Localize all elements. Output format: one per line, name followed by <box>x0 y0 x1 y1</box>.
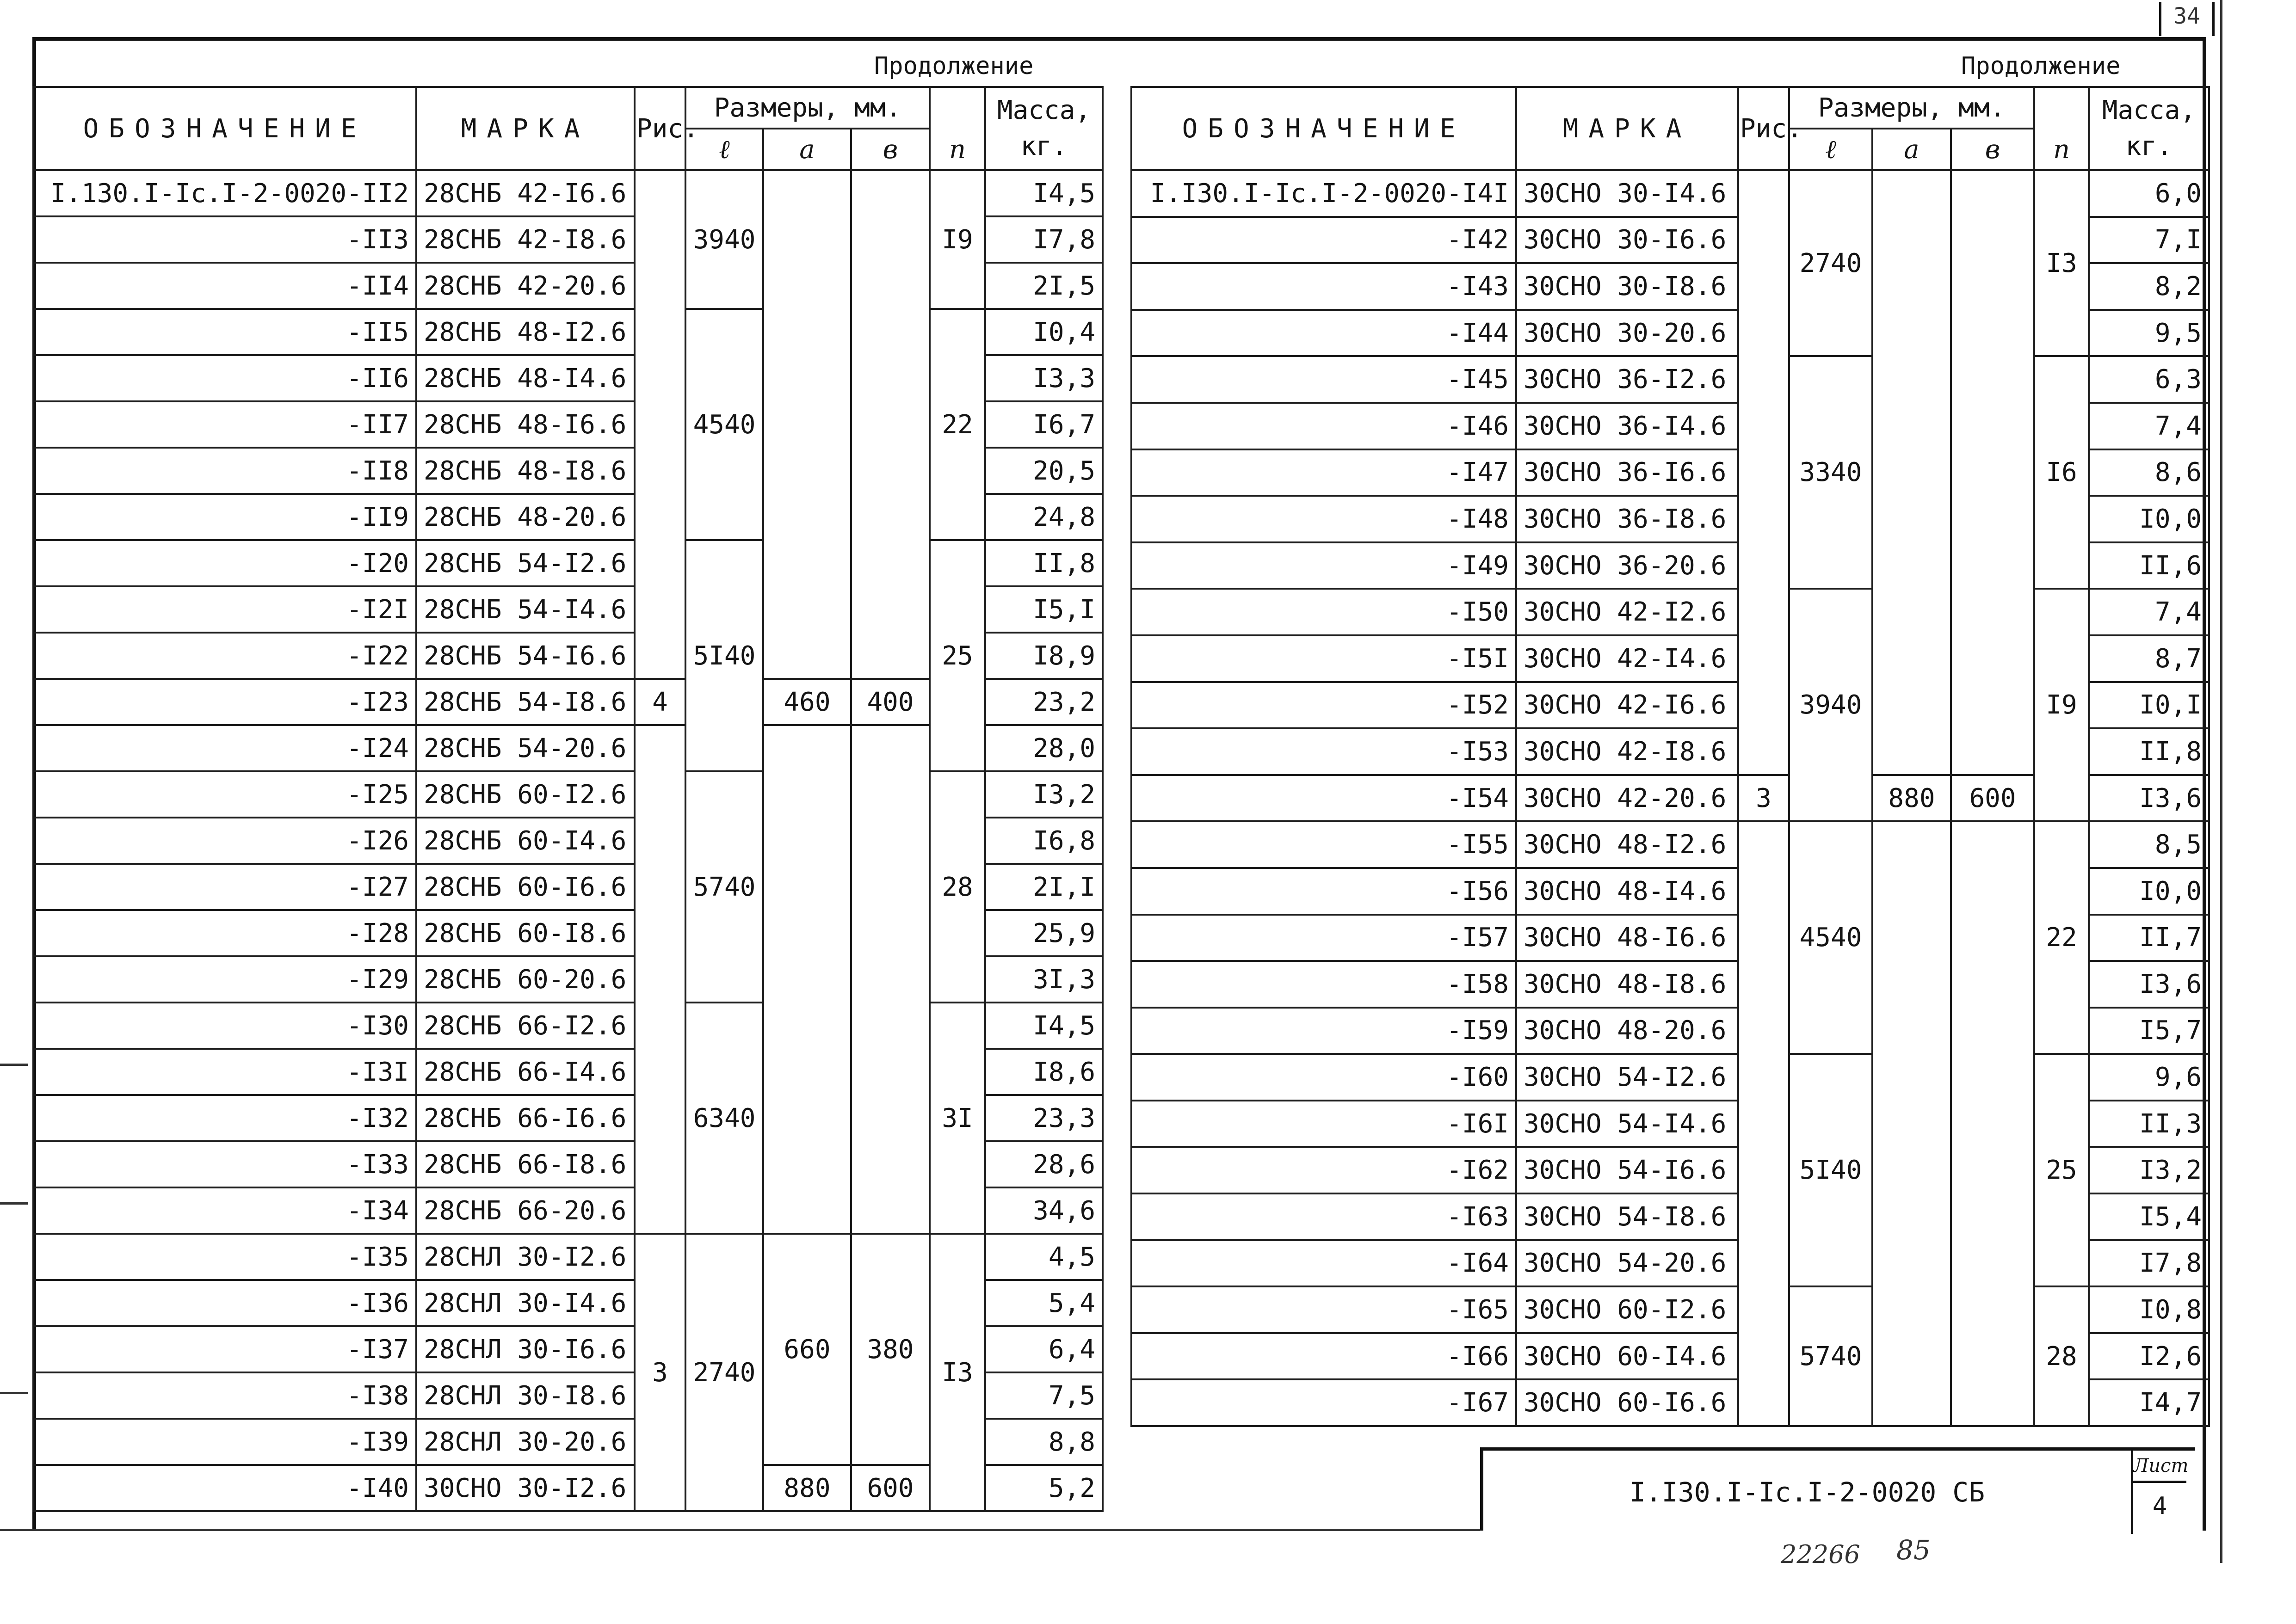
left-mass-cell: 2I,5 <box>985 263 1103 309</box>
right-mass-cell: 7,4 <box>2089 403 2209 449</box>
left-mark-cell: 28СНБ 48-I4.6 <box>416 355 635 401</box>
left-mass-cell: 6,4 <box>985 1326 1103 1372</box>
right-edge-line <box>2220 0 2222 1563</box>
right-designation-cell: -I66 <box>1131 1333 1516 1380</box>
left-designation-cell: -I40 <box>33 1465 416 1511</box>
left-n-cell: 25 <box>930 540 985 771</box>
right-mark-cell: 30СНО 48-I6.6 <box>1516 915 1738 961</box>
right-designation-cell: -I63 <box>1131 1193 1516 1240</box>
left-l-cell: 5I40 <box>685 540 763 771</box>
left-mark-cell: 28СНБ 60-I4.6 <box>416 818 635 864</box>
right-mark-cell: 30СНО 36-I8.6 <box>1516 496 1738 542</box>
left-fig-cell: 4 <box>635 679 685 725</box>
left-table-row <box>33 170 1103 216</box>
right-l-cell: 5I40 <box>1789 1054 1872 1286</box>
corner-sheet-number: 34 <box>2159 2 2215 36</box>
sheet-label: Лист <box>2131 1451 2186 1483</box>
left-b-cell <box>851 170 930 679</box>
left-mark-cell: 28СНБ 60-I8.6 <box>416 910 635 956</box>
left-mass-cell: 5,2 <box>985 1465 1103 1511</box>
left-designation-cell: -I30 <box>33 1003 416 1049</box>
left-designation-cell: -II5 <box>33 309 416 355</box>
left-mark-cell: 28СНЛ 30-I6.6 <box>416 1326 635 1372</box>
right-mark-cell: 30СНО 60-I6.6 <box>1516 1379 1738 1426</box>
left-mark-cell: 28СНБ 66-I4.6 <box>416 1049 635 1095</box>
right-mass-cell: 9,5 <box>2089 310 2209 357</box>
right-designation-cell: -I46 <box>1131 403 1516 449</box>
left-a-cell: 660 <box>763 1234 851 1465</box>
right-mark-cell: 30СНО 42-20.6 <box>1516 775 1738 822</box>
left-mass-cell: I5,I <box>985 586 1103 633</box>
right-designation-cell: -I64 <box>1131 1240 1516 1287</box>
left-fig-cell <box>635 170 685 679</box>
document-code: I.I30.I-Ic.I-2-0020 СБ <box>1629 1476 1985 1508</box>
left-mass-cell: I6,8 <box>985 818 1103 864</box>
right-designation-cell: -I67 <box>1131 1379 1516 1426</box>
left-mass-cell: 24,8 <box>985 494 1103 540</box>
left-a-cell <box>763 170 851 679</box>
right-header-n: n <box>2034 87 2089 170</box>
right-mass-cell: I0,0 <box>2089 496 2209 542</box>
right-mark-cell: 30СНО 36-20.6 <box>1516 542 1738 589</box>
left-mass-cell: 34,6 <box>985 1187 1103 1234</box>
right-header-l: ℓ <box>1789 129 1872 170</box>
right-mark-cell: 30СНО 54-I4.6 <box>1516 1101 1738 1147</box>
left-mark-cell: 30СНО 30-I2.6 <box>416 1465 635 1511</box>
left-mark-cell: 28СНБ 66-I8.6 <box>416 1141 635 1187</box>
right-mass-cell: I5,7 <box>2089 1008 2209 1054</box>
right-designation-cell: -I60 <box>1131 1054 1516 1101</box>
left-mark-cell: 28СНЛ 30-I2.6 <box>416 1234 635 1280</box>
right-mass-cell: I0,I <box>2089 682 2209 729</box>
left-mass-cell: 23,2 <box>985 679 1103 725</box>
left-header-mark: МАРКА <box>416 87 635 170</box>
left-designation-cell: -I2I <box>33 586 416 633</box>
right-l-cell: 5740 <box>1789 1286 1872 1426</box>
right-designation-cell: -I65 <box>1131 1286 1516 1333</box>
right-designation-cell: -I56 <box>1131 868 1516 915</box>
left-designation-cell: -II6 <box>33 355 416 401</box>
left-mass-cell: I4,5 <box>985 1003 1103 1049</box>
left-mass-cell: I6,7 <box>985 401 1103 448</box>
right-l-cell: 3340 <box>1789 356 1872 589</box>
left-designation-cell: -I32 <box>33 1095 416 1141</box>
right-designation-cell: -I47 <box>1131 449 1516 496</box>
right-mass-cell: II,6 <box>2089 542 2209 589</box>
left-a-cell <box>763 725 851 1234</box>
right-mass-cell: I0,0 <box>2089 868 2209 915</box>
left-designation-cell: -I24 <box>33 725 416 771</box>
left-b-cell: 400 <box>851 679 930 725</box>
right-mass-cell: 8,6 <box>2089 449 2209 496</box>
archive-page: 85 <box>1896 1534 1931 1566</box>
right-l-cell: 3940 <box>1789 589 1872 821</box>
left-mark-cell: 28СНБ 54-20.6 <box>416 725 635 771</box>
left-mark-cell: 28СНБ 66-I6.6 <box>416 1095 635 1141</box>
right-b-cell: 600 <box>1951 775 2034 822</box>
left-mark-cell: 28СНБ 60-I2.6 <box>416 771 635 818</box>
right-b-cell <box>1951 170 2034 775</box>
left-designation-cell: -II8 <box>33 448 416 494</box>
edge-mark <box>0 1064 28 1066</box>
left-mass-cell: II,8 <box>985 540 1103 586</box>
right-continuation-label: Продолжение <box>1961 52 2121 80</box>
left-a-cell: 880 <box>763 1465 851 1511</box>
archive-number: 22266 <box>1781 1540 1860 1569</box>
right-mark-cell: 30СНО 30-I6.6 <box>1516 217 1738 264</box>
left-table-row <box>33 771 1103 818</box>
right-designation-cell: -I62 <box>1131 1147 1516 1193</box>
left-spec-table <box>32 86 1104 1512</box>
right-mark-cell: 30СНО 54-I6.6 <box>1516 1147 1738 1193</box>
left-table-row <box>33 1003 1103 1049</box>
left-fig-cell <box>635 725 685 1234</box>
right-mark-cell: 30СНО 48-20.6 <box>1516 1008 1738 1054</box>
left-designation-cell: -I36 <box>33 1280 416 1326</box>
right-mass-cell: 7,4 <box>2089 589 2209 635</box>
left-mass-cell: I4,5 <box>985 170 1103 216</box>
right-header-mark: МАРКА <box>1516 87 1738 170</box>
right-mass-cell: 6,0 <box>2089 170 2209 217</box>
left-header-designation: ОБОЗНАЧЕНИЕ <box>33 87 416 170</box>
left-designation-cell: -II3 <box>33 216 416 263</box>
left-mass-cell: 2I,I <box>985 864 1103 910</box>
right-mass-cell: II,7 <box>2089 915 2209 961</box>
left-mark-cell: 28СНБ 60-I6.6 <box>416 864 635 910</box>
left-n-cell: 3I <box>930 1003 985 1234</box>
right-mark-cell: 30СНО 60-I2.6 <box>1516 1286 1738 1333</box>
left-mark-cell: 28СНБ 54-I6.6 <box>416 633 635 679</box>
left-mass-cell: I0,4 <box>985 309 1103 355</box>
left-mark-cell: 28СНЛ 30-I8.6 <box>416 1372 635 1419</box>
left-l-cell: 5740 <box>685 771 763 1003</box>
left-n-cell: I3 <box>930 1234 985 1511</box>
left-header-fig: Рис. <box>635 87 685 170</box>
left-designation-cell: -I39 <box>33 1419 416 1465</box>
left-mark-cell: 28СНБ 48-I6.6 <box>416 401 635 448</box>
right-mark-cell: 30СНО 54-I8.6 <box>1516 1193 1738 1240</box>
right-mark-cell: 30СНО 42-I2.6 <box>1516 589 1738 635</box>
left-continuation-label: Продолжение <box>874 52 1034 80</box>
left-mass-cell: 4,5 <box>985 1234 1103 1280</box>
left-designation-cell: -I34 <box>33 1187 416 1234</box>
right-mark-cell: 30СНО 30-I8.6 <box>1516 263 1738 310</box>
left-mass-cell: 7,5 <box>985 1372 1103 1419</box>
right-header-designation: ОБОЗНАЧЕНИЕ <box>1131 87 1516 170</box>
left-designation-cell: -II9 <box>33 494 416 540</box>
left-designation-cell: -II7 <box>33 401 416 448</box>
right-header-dims: Размеры, мм. <box>1789 87 2034 129</box>
right-designation-cell: -I58 <box>1131 961 1516 1008</box>
right-designation-cell: I.I30.I-Ic.I-2-0020-I4I <box>1131 170 1516 217</box>
right-designation-cell: -I52 <box>1131 682 1516 729</box>
left-mark-cell: 28СНБ 60-20.6 <box>416 956 635 1003</box>
right-mass-cell: 7,I <box>2089 217 2209 264</box>
left-mass-cell: 20,5 <box>985 448 1103 494</box>
left-header-a: a <box>763 129 851 170</box>
right-l-cell: 4540 <box>1789 821 1872 1054</box>
edge-mark <box>0 1202 28 1205</box>
right-mass-cell: I5,4 <box>2089 1193 2209 1240</box>
left-designation-cell: -I26 <box>33 818 416 864</box>
left-mark-cell: 28СНБ 66-I2.6 <box>416 1003 635 1049</box>
right-mass-cell: 6,3 <box>2089 356 2209 403</box>
right-designation-cell: -I57 <box>1131 915 1516 961</box>
left-mass-cell: 28,0 <box>985 725 1103 771</box>
left-l-cell: 2740 <box>685 1234 763 1511</box>
right-n-cell: 25 <box>2034 1054 2089 1286</box>
left-designation-cell: -I29 <box>33 956 416 1003</box>
left-mark-cell: 28СНБ 42-20.6 <box>416 263 635 309</box>
left-designation-cell: -I3I <box>33 1049 416 1095</box>
left-n-cell: 22 <box>930 309 985 540</box>
right-header-row <box>1131 87 2209 129</box>
right-b-cell <box>1951 821 2034 1426</box>
right-mass-cell: I3,2 <box>2089 1147 2209 1193</box>
right-designation-cell: -I44 <box>1131 310 1516 357</box>
left-mass-cell: 3I,3 <box>985 956 1103 1003</box>
left-n-cell: 28 <box>930 771 985 1003</box>
right-table-row <box>1131 821 2209 868</box>
right-header-mass: Масса, кг. <box>2089 87 2209 170</box>
right-l-cell: 2740 <box>1789 170 1872 356</box>
right-mass-cell: I7,8 <box>2089 1240 2209 1287</box>
left-l-cell: 4540 <box>685 309 763 540</box>
left-a-cell: 460 <box>763 679 851 725</box>
right-designation-cell: -I45 <box>1131 356 1516 403</box>
right-mass-cell: 9,6 <box>2089 1054 2209 1101</box>
right-header-b: в <box>1951 129 2034 170</box>
left-mass-cell: I3,3 <box>985 355 1103 401</box>
right-designation-cell: -I49 <box>1131 542 1516 589</box>
title-block <box>1480 1447 2195 1531</box>
left-fig-cell: 3 <box>635 1234 685 1511</box>
right-designation-cell: -I43 <box>1131 263 1516 310</box>
right-header-fig: Рис. <box>1738 87 1789 170</box>
right-designation-cell: -I42 <box>1131 217 1516 264</box>
right-mark-cell: 30СНО 30-I4.6 <box>1516 170 1738 217</box>
left-b-cell <box>851 725 930 1234</box>
left-mark-cell: 28СНБ 54-I8.6 <box>416 679 635 725</box>
right-table-row <box>1131 1286 2209 1333</box>
right-mass-cell: 8,7 <box>2089 635 2209 682</box>
left-mass-cell: 5,4 <box>985 1280 1103 1326</box>
right-table-row <box>1131 170 2209 217</box>
left-designation-cell: -I20 <box>33 540 416 586</box>
left-header-n: n <box>930 87 985 170</box>
left-designation-cell: -I37 <box>33 1326 416 1372</box>
sheet-number: 4 <box>2131 1483 2186 1534</box>
right-designation-cell: -I50 <box>1131 589 1516 635</box>
left-b-cell: 600 <box>851 1465 930 1511</box>
left-header-mass: Масса, кг. <box>985 87 1103 170</box>
right-spec-table <box>1130 86 2210 1427</box>
left-header-dims: Размеры, мм. <box>685 87 930 129</box>
right-fig-cell <box>1738 170 1789 775</box>
left-table-row <box>33 540 1103 586</box>
right-n-cell: 22 <box>2034 821 2089 1054</box>
left-mark-cell: 28СНБ 54-I2.6 <box>416 540 635 586</box>
right-mass-cell: 8,5 <box>2089 821 2209 868</box>
right-fig-cell <box>1738 821 1789 1426</box>
right-mark-cell: 30СНО 42-I4.6 <box>1516 635 1738 682</box>
left-designation-cell: -I33 <box>33 1141 416 1187</box>
left-mark-cell: 28СНБ 48-I2.6 <box>416 309 635 355</box>
right-designation-cell: -I59 <box>1131 1008 1516 1054</box>
left-mass-cell: 28,6 <box>985 1141 1103 1187</box>
left-mass-cell: 23,3 <box>985 1095 1103 1141</box>
left-mark-cell: 28СНБ 48-20.6 <box>416 494 635 540</box>
left-table-row <box>33 1234 1103 1280</box>
right-a-cell <box>1872 821 1951 1426</box>
right-mass-cell: I2,6 <box>2089 1333 2209 1380</box>
left-designation-cell: -I22 <box>33 633 416 679</box>
right-mass-cell: II,8 <box>2089 728 2209 775</box>
left-mass-cell: I8,9 <box>985 633 1103 679</box>
right-mass-cell: I3,6 <box>2089 775 2209 822</box>
left-mark-cell: 28СНБ 42-I6.6 <box>416 170 635 216</box>
right-mass-cell: I3,6 <box>2089 961 2209 1008</box>
right-mark-cell: 30СНО 48-I8.6 <box>1516 961 1738 1008</box>
right-fig-cell: 3 <box>1738 775 1789 822</box>
left-mass-cell: I8,6 <box>985 1049 1103 1095</box>
left-mark-cell: 28СНБ 66-20.6 <box>416 1187 635 1234</box>
right-table-row <box>1131 1054 2209 1101</box>
left-l-cell: 3940 <box>685 170 763 309</box>
right-n-cell: I3 <box>2034 170 2089 356</box>
right-mark-cell: 30СНО 48-I4.6 <box>1516 868 1738 915</box>
right-mass-cell: I0,8 <box>2089 1286 2209 1333</box>
right-a-cell: 880 <box>1872 775 1951 822</box>
right-mark-cell: 30СНО 60-I4.6 <box>1516 1333 1738 1380</box>
right-table-row <box>1131 356 2209 403</box>
left-header-b: в <box>851 129 930 170</box>
right-mass-cell: I4,7 <box>2089 1379 2209 1426</box>
right-n-cell: I6 <box>2034 356 2089 589</box>
right-mark-cell: 30СНО 36-I6.6 <box>1516 449 1738 496</box>
left-table-row <box>33 309 1103 355</box>
right-header-a: a <box>1872 129 1951 170</box>
right-mark-cell: 30СНО 42-I6.6 <box>1516 682 1738 729</box>
left-mass-cell: I7,8 <box>985 216 1103 263</box>
right-mark-cell: 30СНО 30-20.6 <box>1516 310 1738 357</box>
left-header-row <box>33 87 1103 129</box>
left-designation-cell: -I28 <box>33 910 416 956</box>
right-mark-cell: 30СНО 42-I8.6 <box>1516 728 1738 775</box>
left-mark-cell: 28СНБ 48-I8.6 <box>416 448 635 494</box>
right-mark-cell: 30СНО 36-I2.6 <box>1516 356 1738 403</box>
right-designation-cell: -I55 <box>1131 821 1516 868</box>
right-mark-cell: 30СНО 54-I2.6 <box>1516 1054 1738 1101</box>
right-mark-cell: 30СНО 54-20.6 <box>1516 1240 1738 1287</box>
right-mass-cell: 8,2 <box>2089 263 2209 310</box>
right-mark-cell: 30СНО 36-I4.6 <box>1516 403 1738 449</box>
right-designation-cell: -I5I <box>1131 635 1516 682</box>
left-mass-cell: 25,9 <box>985 910 1103 956</box>
right-designation-cell: -I48 <box>1131 496 1516 542</box>
right-mark-cell: 30СНО 48-I2.6 <box>1516 821 1738 868</box>
left-designation-cell: -II4 <box>33 263 416 309</box>
left-mark-cell: 28СНЛ 30-I4.6 <box>416 1280 635 1326</box>
bottom-border-line <box>0 1529 1480 1531</box>
left-mass-cell: I3,2 <box>985 771 1103 818</box>
left-designation-cell: -I35 <box>33 1234 416 1280</box>
left-mark-cell: 28СНБ 54-I4.6 <box>416 586 635 633</box>
right-table-row <box>1131 589 2209 635</box>
edge-mark <box>0 1392 28 1394</box>
left-header-l: ℓ <box>685 129 763 170</box>
right-n-cell: I9 <box>2034 589 2089 821</box>
left-mark-cell: 28СНЛ 30-20.6 <box>416 1419 635 1465</box>
right-a-cell <box>1872 170 1951 775</box>
right-designation-cell: -I6I <box>1131 1101 1516 1147</box>
left-b-cell: 380 <box>851 1234 930 1465</box>
left-designation-cell: -I23 <box>33 679 416 725</box>
left-mark-cell: 28СНБ 42-I8.6 <box>416 216 635 263</box>
left-mass-cell: 8,8 <box>985 1419 1103 1465</box>
right-n-cell: 28 <box>2034 1286 2089 1426</box>
left-designation-cell: -I27 <box>33 864 416 910</box>
right-designation-cell: -I53 <box>1131 728 1516 775</box>
left-designation-cell: I.130.I-Ic.I-2-0020-II2 <box>33 170 416 216</box>
left-designation-cell: -I25 <box>33 771 416 818</box>
left-designation-cell: -I38 <box>33 1372 416 1419</box>
right-mass-cell: II,3 <box>2089 1101 2209 1147</box>
left-n-cell: I9 <box>930 170 985 309</box>
left-l-cell: 6340 <box>685 1003 763 1234</box>
right-designation-cell: -I54 <box>1131 775 1516 822</box>
